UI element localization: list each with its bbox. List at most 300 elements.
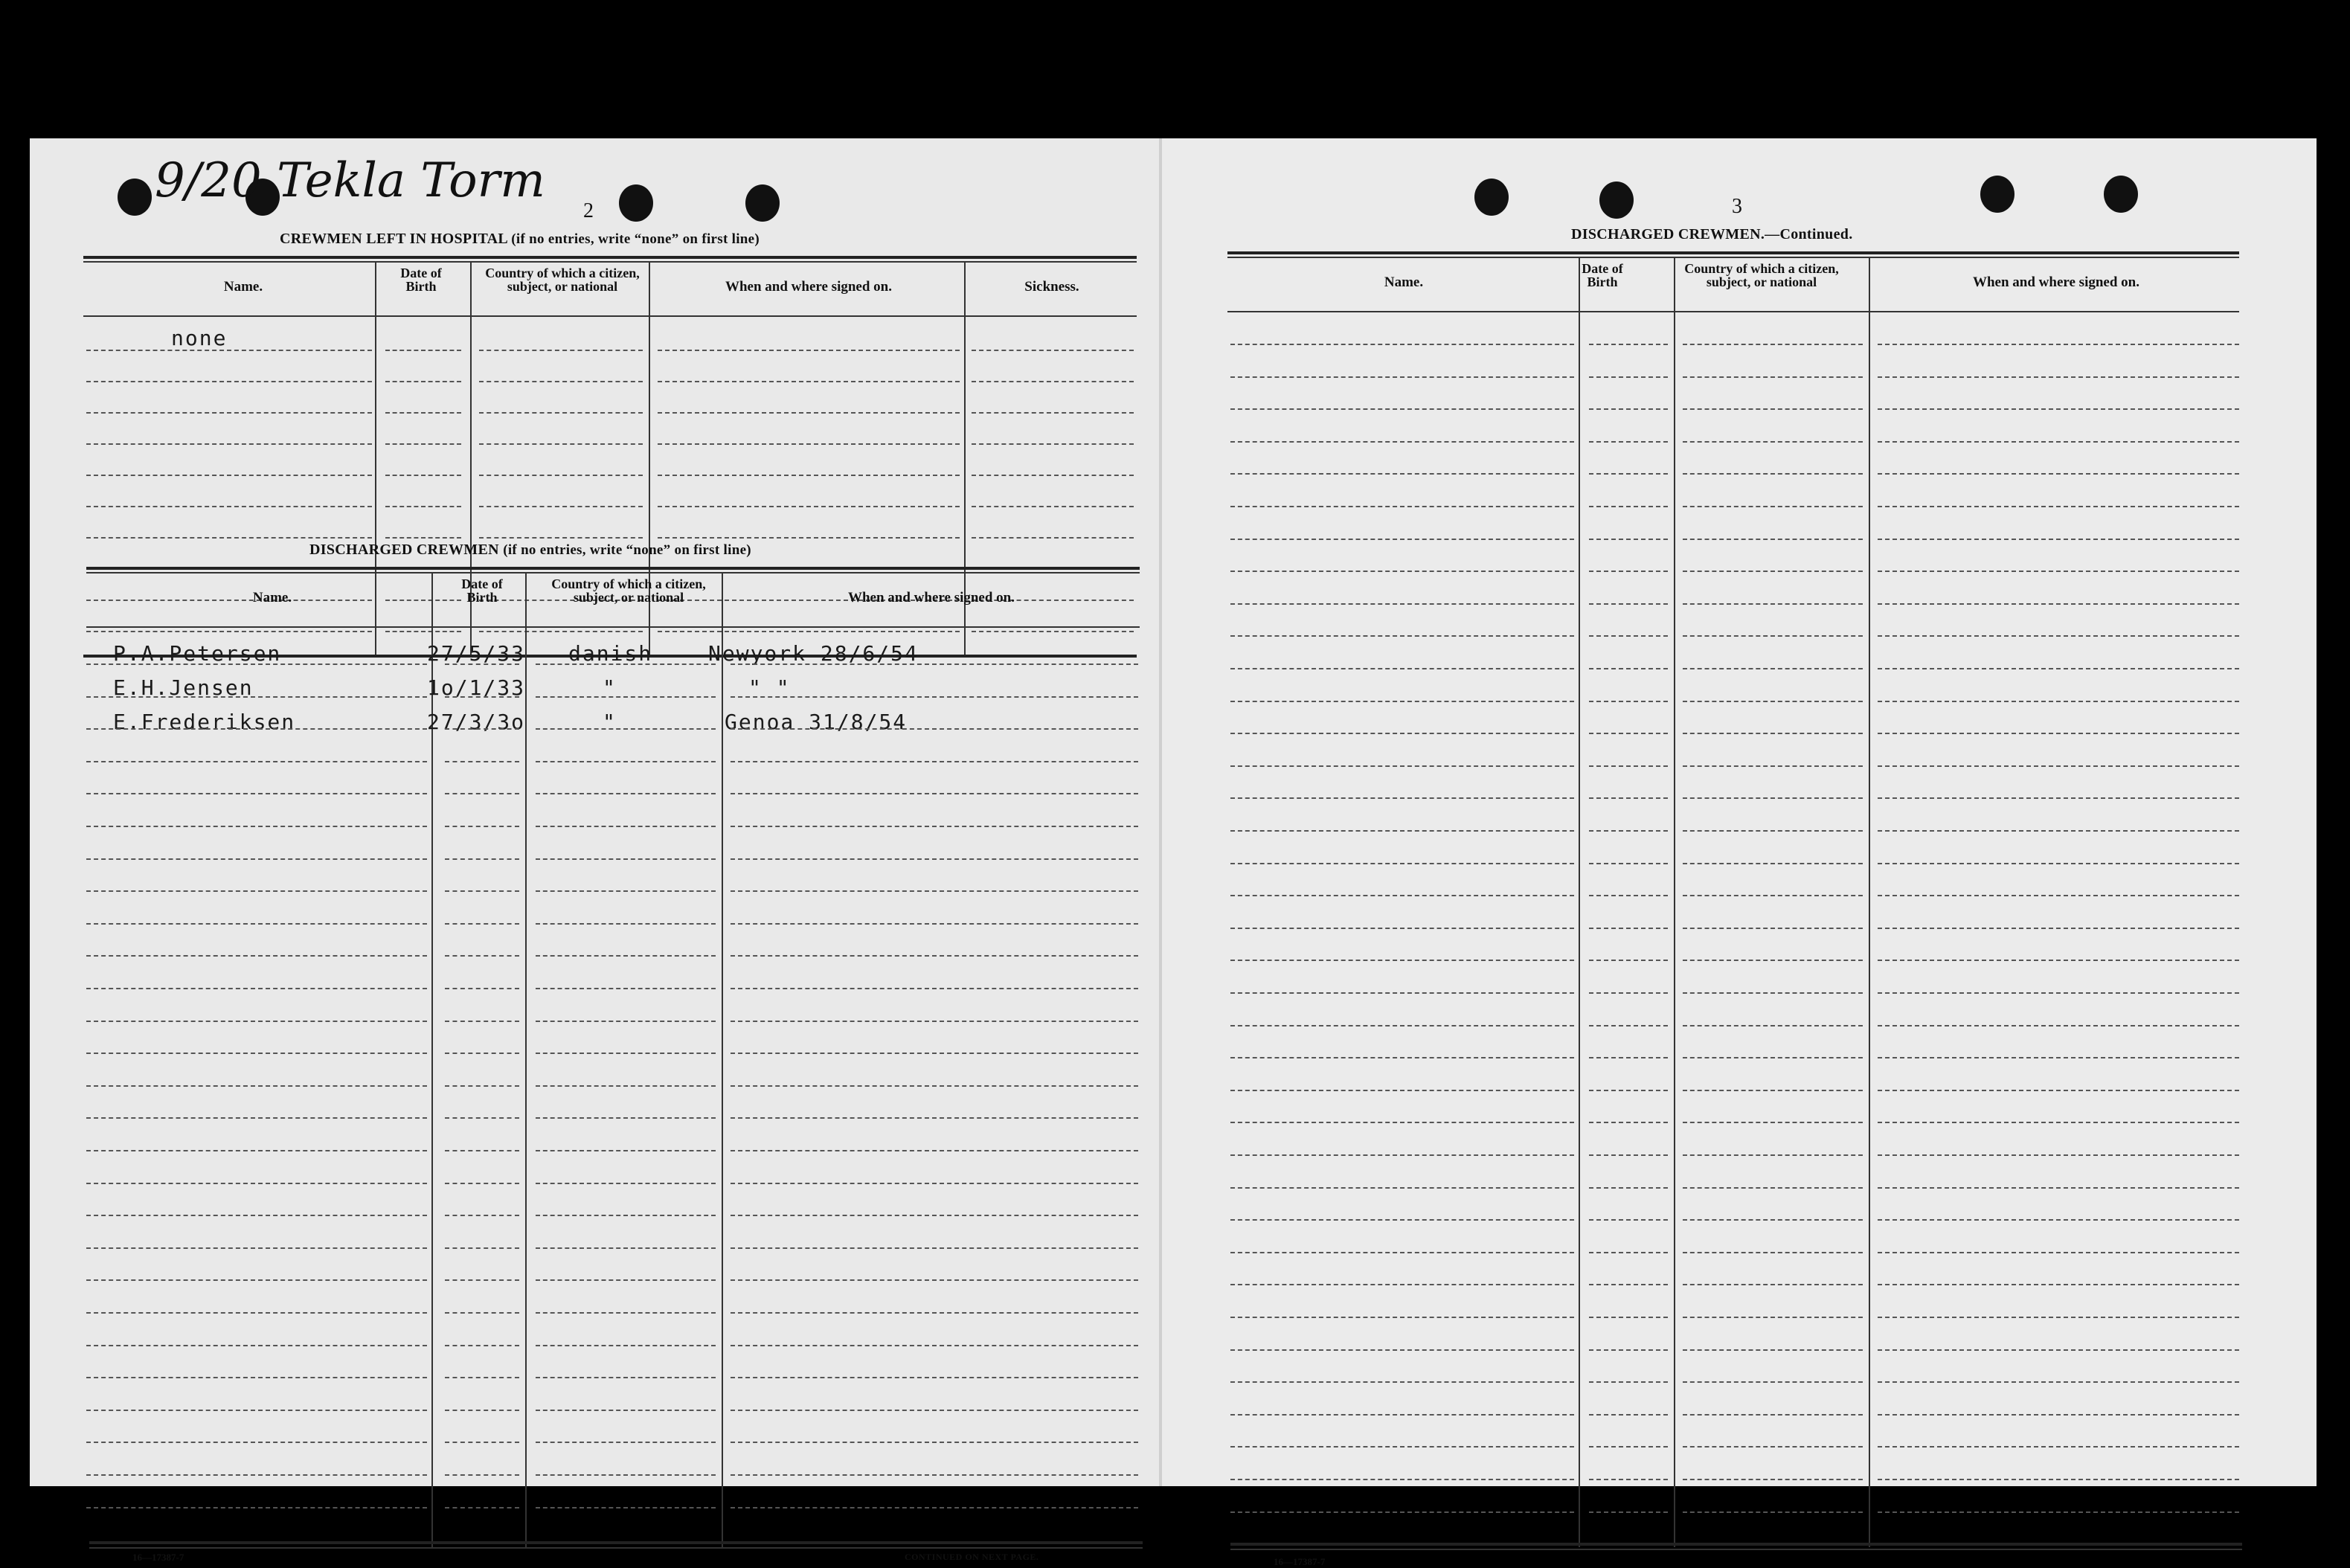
row-line bbox=[1589, 1317, 1668, 1318]
row-line bbox=[658, 631, 960, 632]
row-line bbox=[1683, 635, 1863, 637]
punch-hole bbox=[1474, 179, 1509, 216]
row-line bbox=[1683, 1381, 1863, 1383]
row-line bbox=[1878, 571, 2239, 572]
row-line bbox=[445, 1345, 519, 1346]
row-line bbox=[1589, 830, 1668, 832]
row-line bbox=[1683, 1122, 1863, 1123]
row-line bbox=[385, 412, 461, 414]
crewman-name: P.A.Petersen bbox=[113, 641, 282, 666]
row-line bbox=[1878, 1057, 2239, 1058]
row-line bbox=[86, 475, 372, 476]
row-line bbox=[731, 1279, 1138, 1281]
col-header-name: Name. bbox=[223, 279, 263, 295]
row-line bbox=[536, 1377, 716, 1378]
row-line bbox=[1589, 473, 1668, 475]
col-header-dob: Date of Birth bbox=[1582, 261, 1623, 289]
row-line bbox=[445, 1150, 519, 1151]
row-line bbox=[1230, 1219, 1574, 1221]
row-line bbox=[536, 761, 716, 762]
row-line bbox=[1683, 539, 1863, 540]
col-header-dob: Date of Birth bbox=[461, 576, 503, 605]
row-line bbox=[479, 443, 643, 445]
row-line bbox=[658, 381, 960, 382]
row-line bbox=[1878, 1511, 2239, 1513]
row-line bbox=[1683, 473, 1863, 475]
row-line bbox=[1683, 895, 1863, 896]
row-line bbox=[445, 1021, 519, 1022]
discharged-continued-title: DISCHARGED CREWMEN.—Continued. bbox=[1571, 226, 1853, 242]
row-line bbox=[731, 826, 1138, 827]
row-line bbox=[385, 381, 461, 382]
rule bbox=[89, 1541, 1143, 1544]
row-line bbox=[445, 1117, 519, 1119]
row-line bbox=[445, 1507, 519, 1508]
row-line bbox=[1878, 1219, 2239, 1221]
row-line bbox=[536, 1247, 716, 1249]
rule bbox=[83, 315, 1137, 317]
row-line bbox=[1230, 928, 1574, 929]
row-line bbox=[1683, 830, 1863, 832]
row-line bbox=[1683, 701, 1863, 702]
row-line bbox=[86, 537, 372, 539]
crewman-dob: 27/3/3o bbox=[427, 710, 526, 734]
row-line bbox=[731, 890, 1138, 892]
row-line bbox=[479, 381, 643, 382]
hospital-section-title bbox=[280, 231, 760, 248]
row-line bbox=[1589, 765, 1668, 767]
row-line bbox=[445, 955, 519, 957]
row-line bbox=[1589, 1414, 1668, 1416]
col-header-name: Name. bbox=[252, 590, 292, 605]
row-line bbox=[1589, 1187, 1668, 1189]
row-line bbox=[1683, 1446, 1863, 1447]
row-line bbox=[1878, 1122, 2239, 1123]
row-line bbox=[445, 1085, 519, 1087]
row-line bbox=[1589, 408, 1668, 410]
row-line bbox=[972, 412, 1134, 414]
row-line bbox=[385, 506, 461, 507]
row-line bbox=[1589, 1219, 1668, 1221]
row-line bbox=[658, 506, 960, 507]
continued-note: CONTINUED ON NEXT PAGE. bbox=[905, 1552, 1039, 1562]
rule bbox=[1227, 311, 2239, 312]
row-line bbox=[1230, 1317, 1574, 1318]
crewman-signed-on: Newyork 28/6/54 bbox=[708, 641, 919, 666]
row-line bbox=[86, 955, 427, 957]
row-line bbox=[1878, 1090, 2239, 1091]
discharged-title-text: DISCHARGED CREWMEN bbox=[309, 542, 499, 558]
row-line bbox=[536, 826, 716, 827]
row-line bbox=[1878, 960, 2239, 961]
row-line bbox=[731, 1312, 1138, 1314]
col-header-signed-on: When and where signed on. bbox=[1972, 274, 2139, 290]
row-line bbox=[1230, 473, 1574, 475]
row-line bbox=[479, 506, 643, 507]
row-line bbox=[86, 1345, 427, 1346]
row-line bbox=[1230, 1057, 1574, 1058]
row-line bbox=[1589, 635, 1668, 637]
row-line bbox=[536, 988, 716, 989]
row-line bbox=[536, 793, 716, 794]
col-header-signed-on: When and where signed on. bbox=[725, 279, 892, 295]
row-line bbox=[1683, 733, 1863, 734]
row-line bbox=[731, 761, 1138, 762]
rule bbox=[1230, 1549, 2242, 1550]
row-line bbox=[731, 955, 1138, 957]
rule bbox=[1227, 251, 2239, 254]
row-line bbox=[1589, 928, 1668, 929]
column-divider bbox=[1869, 257, 1870, 1547]
row-line bbox=[86, 412, 372, 414]
row-line bbox=[86, 1442, 427, 1443]
row-line bbox=[445, 1215, 519, 1216]
row-line bbox=[1230, 376, 1574, 378]
row-line bbox=[445, 761, 519, 762]
crewman-country: " bbox=[603, 675, 617, 700]
row-line bbox=[731, 1410, 1138, 1411]
row-line bbox=[1683, 344, 1863, 345]
row-line bbox=[536, 1150, 716, 1151]
row-line bbox=[1878, 928, 2239, 929]
row-line bbox=[536, 1442, 716, 1443]
row-line bbox=[536, 1345, 716, 1346]
row-line bbox=[1589, 701, 1668, 702]
row-line bbox=[972, 381, 1134, 382]
row-line bbox=[1589, 1284, 1668, 1285]
row-line bbox=[1230, 863, 1574, 864]
row-line bbox=[1878, 1025, 2239, 1026]
row-line bbox=[1230, 960, 1574, 961]
row-line bbox=[1683, 1090, 1863, 1091]
crewman-signed-on: Genoa 31/8/54 bbox=[725, 710, 908, 734]
row-line bbox=[731, 1117, 1138, 1119]
row-line bbox=[1230, 344, 1574, 345]
row-line bbox=[479, 631, 643, 632]
row-line bbox=[445, 1442, 519, 1443]
punch-hole bbox=[2104, 176, 2138, 213]
discharged-title-note: (if no entries, write “none” on first line) bbox=[503, 542, 751, 558]
row-line bbox=[385, 443, 461, 445]
row-line bbox=[731, 858, 1138, 860]
row-line bbox=[1589, 571, 1668, 572]
row-line bbox=[86, 1021, 427, 1022]
row-line bbox=[1230, 1511, 1574, 1513]
row-line bbox=[1230, 1122, 1574, 1123]
row-line bbox=[1230, 603, 1574, 605]
row-line bbox=[1683, 1252, 1863, 1253]
row-line bbox=[536, 955, 716, 957]
row-line bbox=[86, 506, 372, 507]
row-line bbox=[536, 1183, 716, 1184]
row-line bbox=[536, 1053, 716, 1054]
row-line bbox=[445, 1377, 519, 1378]
row-line bbox=[1878, 1479, 2239, 1480]
rule bbox=[89, 1547, 1143, 1549]
row-line bbox=[731, 1377, 1138, 1378]
col-header-name: Name. bbox=[1384, 274, 1424, 290]
row-line bbox=[1230, 1284, 1574, 1285]
crewman-name: E.Frederiksen bbox=[113, 710, 296, 734]
row-line bbox=[445, 826, 519, 827]
row-line bbox=[86, 1474, 427, 1476]
row-line bbox=[1683, 1154, 1863, 1156]
row-line bbox=[1589, 441, 1668, 443]
row-line bbox=[536, 663, 716, 665]
row-line bbox=[1878, 603, 2239, 605]
row-line bbox=[1683, 1284, 1863, 1285]
row-line bbox=[731, 1215, 1138, 1216]
row-line bbox=[972, 506, 1134, 507]
row-line bbox=[1589, 539, 1668, 540]
row-line bbox=[1589, 668, 1668, 669]
col-header-signed-on: When and where signed on. bbox=[847, 590, 1015, 605]
row-line bbox=[731, 1345, 1138, 1346]
row-line bbox=[1230, 441, 1574, 443]
row-line bbox=[1878, 797, 2239, 799]
row-line bbox=[86, 826, 427, 827]
row-line bbox=[86, 1183, 427, 1184]
row-line bbox=[731, 1442, 1138, 1443]
row-line bbox=[445, 1279, 519, 1281]
rule bbox=[83, 256, 1137, 259]
row-line bbox=[479, 412, 643, 414]
row-line bbox=[972, 537, 1134, 539]
row-line bbox=[445, 1474, 519, 1476]
row-line bbox=[536, 1507, 716, 1508]
row-line bbox=[658, 350, 960, 351]
row-line bbox=[731, 1474, 1138, 1476]
row-line bbox=[445, 1053, 519, 1054]
row-line bbox=[1230, 1349, 1574, 1351]
row-line bbox=[1589, 344, 1668, 345]
row-line bbox=[1230, 1414, 1574, 1416]
row-line bbox=[1230, 539, 1574, 540]
hospital-title-note: (if no entries, write “none” on first line) bbox=[511, 231, 760, 247]
hospital-first-entry: none bbox=[171, 326, 228, 350]
row-line bbox=[972, 631, 1134, 632]
row-line bbox=[1683, 506, 1863, 507]
row-line bbox=[731, 923, 1138, 925]
row-line bbox=[445, 988, 519, 989]
row-line bbox=[1230, 668, 1574, 669]
row-line bbox=[1878, 895, 2239, 896]
row-line bbox=[445, 793, 519, 794]
row-line bbox=[1683, 1219, 1863, 1221]
row-line bbox=[1589, 376, 1668, 378]
row-line bbox=[86, 988, 427, 989]
row-line bbox=[1683, 765, 1863, 767]
row-line bbox=[1683, 571, 1863, 572]
left-page bbox=[30, 138, 1162, 1563]
row-line bbox=[445, 663, 519, 665]
handwritten-annotation: 9/20 Tekla Torm bbox=[155, 153, 545, 208]
row-line bbox=[536, 1021, 716, 1022]
row-line bbox=[972, 475, 1134, 476]
row-line bbox=[1230, 1090, 1574, 1091]
rule bbox=[83, 261, 1137, 263]
row-line bbox=[1878, 733, 2239, 734]
col-header-country: Country of which a citizen, subject, or national bbox=[1684, 261, 1839, 289]
row-line bbox=[731, 696, 1138, 698]
rule bbox=[1227, 257, 2239, 258]
rule bbox=[1230, 1543, 2242, 1546]
row-line bbox=[86, 1150, 427, 1151]
row-line bbox=[1589, 895, 1668, 896]
row-line bbox=[1878, 635, 2239, 637]
row-line bbox=[1589, 1154, 1668, 1156]
row-line bbox=[658, 537, 960, 539]
row-line bbox=[1589, 797, 1668, 799]
row-line bbox=[658, 443, 960, 445]
punch-hole bbox=[619, 184, 653, 222]
col-header-country: Country of which a citizen, subject, or national bbox=[485, 266, 640, 294]
row-line bbox=[1878, 1154, 2239, 1156]
row-line bbox=[385, 475, 461, 476]
row-line bbox=[86, 631, 372, 632]
row-line bbox=[1683, 1025, 1863, 1026]
row-line bbox=[1683, 1414, 1863, 1416]
row-line bbox=[1230, 701, 1574, 702]
row-line bbox=[1878, 830, 2239, 832]
row-line bbox=[1878, 376, 2239, 378]
row-line bbox=[1683, 1187, 1863, 1189]
row-line bbox=[536, 890, 716, 892]
row-line bbox=[445, 890, 519, 892]
row-line bbox=[1230, 635, 1574, 637]
row-line bbox=[86, 1117, 427, 1119]
row-line bbox=[1230, 1446, 1574, 1447]
row-line bbox=[731, 988, 1138, 989]
row-line bbox=[1589, 1025, 1668, 1026]
row-line bbox=[536, 1215, 716, 1216]
row-line bbox=[86, 1312, 427, 1314]
col-header-country: Country of which a citizen, subject, or national bbox=[551, 576, 706, 605]
row-line bbox=[1683, 797, 1863, 799]
row-line bbox=[1230, 571, 1574, 572]
row-line bbox=[731, 1247, 1138, 1249]
row-line bbox=[445, 858, 519, 860]
row-line bbox=[658, 412, 960, 414]
row-line bbox=[1230, 830, 1574, 832]
row-line bbox=[1230, 992, 1574, 994]
row-line bbox=[1589, 1090, 1668, 1091]
row-line bbox=[445, 696, 519, 698]
row-line bbox=[1683, 992, 1863, 994]
row-line bbox=[1230, 797, 1574, 799]
row-line bbox=[1683, 1349, 1863, 1351]
col-header-dob: Date of Birth bbox=[400, 266, 442, 294]
row-line bbox=[86, 381, 372, 382]
row-line bbox=[445, 1312, 519, 1314]
crewman-dob: 1o/1/33 bbox=[427, 675, 526, 700]
row-line bbox=[1683, 1479, 1863, 1480]
row-line bbox=[86, 728, 427, 730]
row-line bbox=[86, 1085, 427, 1087]
crewman-signed-on: " " bbox=[748, 675, 791, 700]
row-line bbox=[479, 475, 643, 476]
row-line bbox=[1230, 895, 1574, 896]
row-line bbox=[1878, 863, 2239, 864]
row-line bbox=[536, 1312, 716, 1314]
crewman-country: danish bbox=[568, 641, 653, 666]
row-line bbox=[731, 1085, 1138, 1087]
row-line bbox=[1683, 1317, 1863, 1318]
form-number: 16—17387-7 bbox=[132, 1552, 184, 1563]
punch-hole bbox=[118, 179, 152, 216]
row-line bbox=[1230, 1025, 1574, 1026]
row-line bbox=[445, 923, 519, 925]
row-line bbox=[385, 537, 461, 539]
col-header-sickness: Sickness. bbox=[1024, 279, 1079, 295]
row-line bbox=[1589, 1252, 1668, 1253]
row-line bbox=[1230, 408, 1574, 410]
row-line bbox=[86, 1215, 427, 1216]
column-divider bbox=[1579, 257, 1580, 1547]
punch-hole bbox=[1599, 181, 1634, 219]
row-line bbox=[1878, 701, 2239, 702]
row-line bbox=[731, 1150, 1138, 1151]
row-line bbox=[86, 890, 427, 892]
row-line bbox=[385, 350, 461, 351]
row-line bbox=[536, 1279, 716, 1281]
row-line bbox=[731, 1021, 1138, 1022]
crewman-dob: 27/5/33 bbox=[427, 641, 526, 666]
row-line bbox=[86, 923, 427, 925]
punch-hole bbox=[745, 184, 780, 222]
row-line bbox=[1230, 765, 1574, 767]
row-line bbox=[445, 1183, 519, 1184]
row-line bbox=[1589, 1381, 1668, 1383]
row-line bbox=[1683, 408, 1863, 410]
row-line bbox=[731, 663, 1138, 665]
row-line bbox=[1878, 441, 2239, 443]
row-line bbox=[1878, 1414, 2239, 1416]
row-line bbox=[1683, 960, 1863, 961]
row-line bbox=[1878, 473, 2239, 475]
row-line bbox=[1878, 765, 2239, 767]
row-line bbox=[86, 1410, 427, 1411]
row-line bbox=[86, 1247, 427, 1249]
row-line bbox=[445, 1247, 519, 1249]
row-line bbox=[1230, 1154, 1574, 1156]
row-line bbox=[1683, 1057, 1863, 1058]
crewman-country: " bbox=[603, 710, 617, 734]
row-line bbox=[1878, 1284, 2239, 1285]
row-line bbox=[1589, 733, 1668, 734]
rule bbox=[86, 626, 1140, 628]
row-line bbox=[86, 793, 427, 794]
row-line bbox=[1589, 1122, 1668, 1123]
row-line bbox=[731, 728, 1138, 730]
column-divider bbox=[525, 573, 527, 1547]
row-line bbox=[1230, 733, 1574, 734]
row-line bbox=[731, 793, 1138, 794]
row-line bbox=[536, 1085, 716, 1087]
row-line bbox=[972, 443, 1134, 445]
row-line bbox=[1230, 1187, 1574, 1189]
row-line bbox=[86, 858, 427, 860]
row-line bbox=[1878, 408, 2239, 410]
row-line bbox=[1589, 1511, 1668, 1513]
row-line bbox=[86, 761, 427, 762]
row-line bbox=[479, 537, 643, 539]
row-line bbox=[86, 1279, 427, 1281]
row-line bbox=[1683, 928, 1863, 929]
row-line bbox=[1589, 1446, 1668, 1447]
page-number: 2 bbox=[583, 199, 594, 222]
row-line bbox=[86, 663, 427, 665]
